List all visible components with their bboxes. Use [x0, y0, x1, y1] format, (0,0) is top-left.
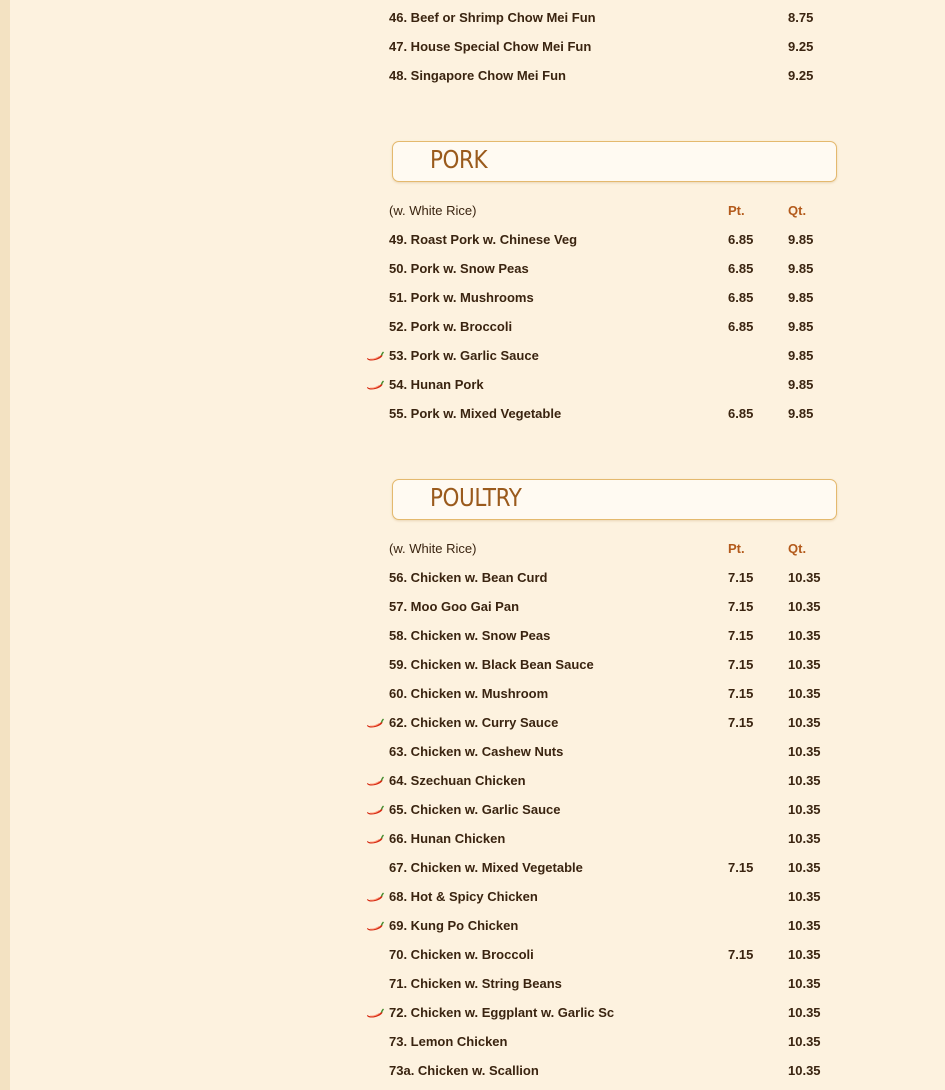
item-price-pint: 6.85: [728, 232, 754, 247]
item-price-pint: 7.15: [728, 570, 754, 585]
menu-item: [0, 714, 945, 732]
item-name: 71. Chicken w. String Beans: [389, 976, 562, 991]
menu-item: [0, 569, 945, 587]
item-name: 52. Pork w. Broccoli: [389, 319, 513, 334]
item-price-pint: 6.85: [728, 290, 754, 305]
section-title: PORK: [430, 145, 488, 174]
item-price-quart: 10.35: [788, 918, 821, 933]
item-price-pint: 7.15: [728, 628, 754, 643]
menu-item: [0, 801, 945, 819]
menu-item: [0, 289, 945, 307]
menu-item: [0, 627, 945, 645]
item-price-pint: 7.15: [728, 715, 754, 730]
menu-item: [0, 376, 945, 394]
chili-pepper-icon: [366, 380, 384, 390]
rice-note: (w. White Rice): [389, 541, 477, 556]
menu-item: [0, 917, 945, 935]
item-name: 70. Chicken w. Broccoli: [389, 947, 534, 962]
item-price-quart: 10.35: [788, 860, 821, 875]
menu-item: [0, 67, 945, 85]
menu-item: [0, 598, 945, 616]
menu-item: [0, 772, 945, 790]
menu-item: [0, 1062, 945, 1080]
item-name: 50. Pork w. Snow Peas: [389, 261, 529, 276]
section-header-poultry: [392, 479, 837, 520]
menu-item: [0, 888, 945, 906]
item-price-quart: 9.85: [788, 290, 814, 305]
item-name: 66. Hunan Chicken: [389, 831, 506, 846]
rice-note: (w. White Rice): [389, 203, 477, 218]
item-price-quart: 10.35: [788, 744, 821, 759]
item-price-quart: 10.35: [788, 599, 821, 614]
chili-pepper-icon: [366, 805, 384, 815]
item-price-pint: 7.15: [728, 947, 754, 962]
item-name: 72. Chicken w. Eggplant w. Garlic Sc: [389, 1005, 615, 1020]
item-name: 55. Pork w. Mixed Vegetable: [389, 406, 562, 421]
item-price-pint: 7.15: [728, 657, 754, 672]
menu-item: [0, 9, 945, 27]
item-price-quart: 9.85: [788, 406, 814, 421]
item-price-quart: 10.35: [788, 570, 821, 585]
section-header-pork: [392, 141, 837, 182]
item-price-quart: 9.85: [788, 232, 814, 247]
item-name: 68. Hot & Spicy Chicken: [389, 889, 538, 904]
item-price-pint: 6.85: [728, 406, 754, 421]
item-price-pint: 6.85: [728, 319, 754, 334]
chili-pepper-icon: [366, 776, 384, 786]
pint-header: Pt.: [728, 541, 745, 556]
column-header-row: [0, 540, 945, 558]
item-name: 51. Pork w. Mushrooms: [389, 290, 534, 305]
item-name: 47. House Special Chow Mei Fun: [389, 39, 592, 54]
item-price-quart: 10.35: [788, 1063, 821, 1078]
item-price-quart: 10.35: [788, 889, 821, 904]
menu-item: [0, 1033, 945, 1051]
menu-item: [0, 38, 945, 56]
column-header-row: [0, 202, 945, 220]
item-price-quart: 9.25: [788, 68, 814, 83]
item-name: 63. Chicken w. Cashew Nuts: [389, 744, 564, 759]
item-name: 65. Chicken w. Garlic Sauce: [389, 802, 561, 817]
item-price-quart: 9.85: [788, 319, 814, 334]
item-price-quart: 8.75: [788, 10, 814, 25]
item-price-quart: 10.35: [788, 831, 821, 846]
section-title: POULTRY: [430, 483, 522, 512]
item-price-quart: 10.35: [788, 1005, 821, 1020]
menu-item: [0, 656, 945, 674]
menu-item: [0, 946, 945, 964]
item-price-pint: 7.15: [728, 860, 754, 875]
item-name: 57. Moo Goo Gai Pan: [389, 599, 520, 614]
quart-header: Qt.: [788, 203, 807, 218]
menu-item: [0, 743, 945, 761]
item-price-quart: 9.85: [788, 261, 814, 276]
item-name: 62. Chicken w. Curry Sauce: [389, 715, 559, 730]
menu-item: [0, 405, 945, 423]
menu-item: [0, 975, 945, 993]
menu-item: [0, 260, 945, 278]
item-name: 58. Chicken w. Snow Peas: [389, 628, 551, 643]
item-price-quart: 9.85: [788, 377, 814, 392]
item-name: 48. Singapore Chow Mei Fun: [389, 68, 566, 83]
item-name: 73a. Chicken w. Scallion: [389, 1063, 539, 1078]
item-name: 67. Chicken w. Mixed Vegetable: [389, 860, 583, 875]
menu-item: [0, 231, 945, 249]
item-price-quart: 10.35: [788, 976, 821, 991]
item-price-pint: 7.15: [728, 599, 754, 614]
item-name: 53. Pork w. Garlic Sauce: [389, 348, 539, 363]
chili-pepper-icon: [366, 892, 384, 902]
chili-pepper-icon: [366, 834, 384, 844]
item-price-quart: 10.35: [788, 1034, 821, 1049]
quart-header: Qt.: [788, 541, 807, 556]
menu-item: [0, 859, 945, 877]
item-name: 73. Lemon Chicken: [389, 1034, 508, 1049]
item-price-quart: 9.25: [788, 39, 814, 54]
item-price-quart: 10.35: [788, 947, 821, 962]
chili-pepper-icon: [366, 351, 384, 361]
item-price-pint: 6.85: [728, 261, 754, 276]
menu-item: [0, 1004, 945, 1022]
menu-item: [0, 830, 945, 848]
item-price-quart: 9.85: [788, 348, 814, 363]
item-price-quart: 10.35: [788, 628, 821, 643]
chili-pepper-icon: [366, 718, 384, 728]
item-name: 49. Roast Pork w. Chinese Veg: [389, 232, 578, 247]
chili-pepper-icon: [366, 1008, 384, 1018]
item-price-quart: 10.35: [788, 686, 821, 701]
item-name: 46. Beef or Shrimp Chow Mei Fun: [389, 10, 596, 25]
item-name: 69. Kung Po Chicken: [389, 918, 519, 933]
item-price-quart: 10.35: [788, 715, 821, 730]
item-name: 64. Szechuan Chicken: [389, 773, 526, 788]
menu-item: [0, 685, 945, 703]
item-name: 60. Chicken w. Mushroom: [389, 686, 549, 701]
item-price-quart: 10.35: [788, 802, 821, 817]
item-price-quart: 10.35: [788, 773, 821, 788]
item-price-pint: 7.15: [728, 686, 754, 701]
pint-header: Pt.: [728, 203, 745, 218]
item-name: 56. Chicken w. Bean Curd: [389, 570, 548, 585]
chili-pepper-icon: [366, 921, 384, 931]
item-name: 59. Chicken w. Black Bean Sauce: [389, 657, 594, 672]
menu-item: [0, 318, 945, 336]
item-name: 54. Hunan Pork: [389, 377, 484, 392]
menu-item: [0, 347, 945, 365]
item-price-quart: 10.35: [788, 657, 821, 672]
